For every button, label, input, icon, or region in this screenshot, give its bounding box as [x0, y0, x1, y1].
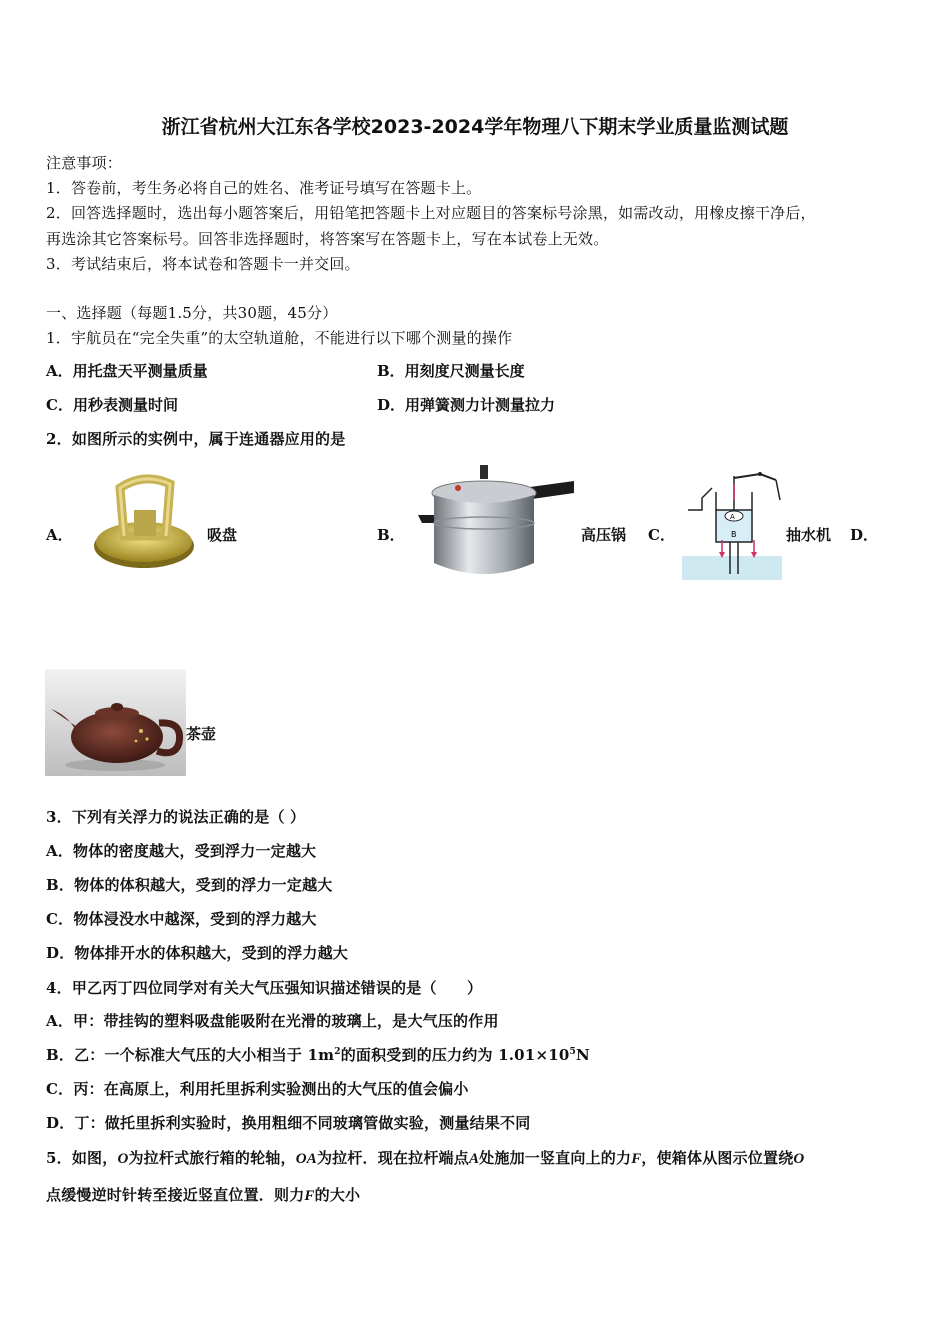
- notice-item-2-cont: 再选涂其它答案标号。回答非选择题时，将答案写在答题卡上，写在本试卷上无效。: [46, 230, 609, 248]
- q2-option-c-label: 抽水机: [786, 526, 832, 544]
- q5-text-4: 处施加一竖直向上的力: [479, 1149, 632, 1167]
- q4-option-a: A．甲：带挂钩的塑料吸盘能吸附在光滑的玻璃上，是大气压的作用: [46, 1012, 499, 1030]
- notice-item-2: 2．回答选择题时，选出每小题答案后，用铅笔把答题卡上对应题目的答案标号涂黑，如需改动，用橡皮擦干净后，: [46, 204, 816, 222]
- q4-option-b-text-1: B．乙：一个标准大气压的大小相当于 1m: [46, 1046, 335, 1064]
- q5-text-2: 为拉杆式旅行箱的轮轴，: [128, 1149, 296, 1167]
- q5-text-1: 5．如图，: [46, 1149, 118, 1167]
- q5-var-o-2: O: [793, 1151, 805, 1167]
- q3-option-d: D．物体排开水的体积越大，受到的浮力越大: [46, 944, 349, 962]
- q4-option-c: C．丙：在高原上，利用托里拆利实验测出的大气压的值会偏小: [46, 1080, 469, 1098]
- q3-stem: 3．下列有关浮力的说法正确的是（ ）: [46, 808, 306, 826]
- q3-option-c: C．物体浸没水中越深，受到的浮力越大: [46, 910, 317, 928]
- q2-option-a-label: 吸盘: [207, 526, 238, 544]
- q4-option-b-text-3: N: [575, 1046, 590, 1064]
- notice-item-3: 3．考试结束后，将本试卷和答题卡一并交回。: [46, 255, 360, 273]
- q2-stem: 2．如图所示的实例中，属于连通器应用的是: [46, 430, 346, 448]
- q5-var-f: F: [631, 1151, 642, 1167]
- q2-option-b-letter: B．: [377, 526, 405, 544]
- q5-stem-line-2: [46, 1184, 360, 1205]
- q4-option-b-sup-2: 5: [569, 1047, 576, 1057]
- pump-valve-b-label: B: [731, 530, 737, 539]
- q5-text-6: 点缓慢逆时针转至接近竖直位置．则力: [46, 1186, 305, 1204]
- q1-option-c: C．用秒表测量时间: [46, 396, 178, 414]
- page-title: 浙江省杭州大江东各学校2023-2024学年物理八下期末学业质量监测试题: [161, 116, 789, 138]
- q1-option-d: D．用弹簧测力计测量拉力: [377, 396, 556, 414]
- q1-option-b: B．用刻度尺测量长度: [377, 362, 525, 380]
- q4-option-b-text-2: 的面积受到的压力约为 1.01×10: [340, 1046, 570, 1064]
- section-heading: 一、选择题（每题1.5分，共30题，45分）: [46, 304, 338, 322]
- q5-text-7: 的大小: [314, 1186, 361, 1204]
- q1-option-a: A．用托盘天平测量质量: [46, 362, 208, 380]
- q5-text-5: ，使箱体从图示位置绕: [641, 1149, 794, 1167]
- q4-option-d: D．丁：做托里拆利实验时，换用粗细不同玻璃管做实验，测量结果不同: [46, 1114, 531, 1132]
- q5-stem-line-1: [46, 1147, 804, 1168]
- q1-stem: 1．宇航员在“完全失重”的太空轨道舱，不能进行以下哪个测量的操作: [46, 329, 513, 347]
- q5-var-o: O: [117, 1151, 129, 1167]
- teapot-image: [45, 669, 186, 776]
- q3-option-b: B．物体的体积越大，受到的浮力一定越大: [46, 876, 333, 894]
- q4-stem: 4．甲乙丙丁四位同学对有关大气压强知识描述错误的是（ ）: [46, 979, 483, 997]
- q5-text-3: 为拉杆．现在拉杆端点: [316, 1149, 469, 1167]
- q2-option-b-label: 高压锅: [581, 526, 627, 544]
- q2-option-d-letter: D．: [850, 526, 879, 544]
- suction-cup-image: [90, 470, 198, 575]
- q3-option-a: A．物体的密度越大，受到浮力一定越大: [46, 842, 317, 860]
- q5-var-f-2: F: [304, 1188, 315, 1204]
- water-pump-diagram: [680, 470, 785, 582]
- q4-option-b: [46, 1044, 590, 1065]
- q5-var-a: A: [468, 1151, 480, 1167]
- q2-option-d-label: 茶壶: [186, 725, 217, 743]
- pump-valve-a-label: A: [730, 513, 735, 521]
- q2-option-a-letter: A．: [46, 526, 73, 544]
- q2-option-c-letter: C．: [648, 526, 675, 544]
- notice-heading: 注意事项：: [46, 154, 123, 172]
- q5-var-oa: OA: [295, 1151, 317, 1167]
- q4-option-b-sup-1: 2: [334, 1047, 341, 1057]
- notice-item-1: 1．答卷前，考生务必将自己的姓名、准考证号填写在答题卡上。: [46, 179, 482, 197]
- pressure-cooker-image: [418, 463, 576, 581]
